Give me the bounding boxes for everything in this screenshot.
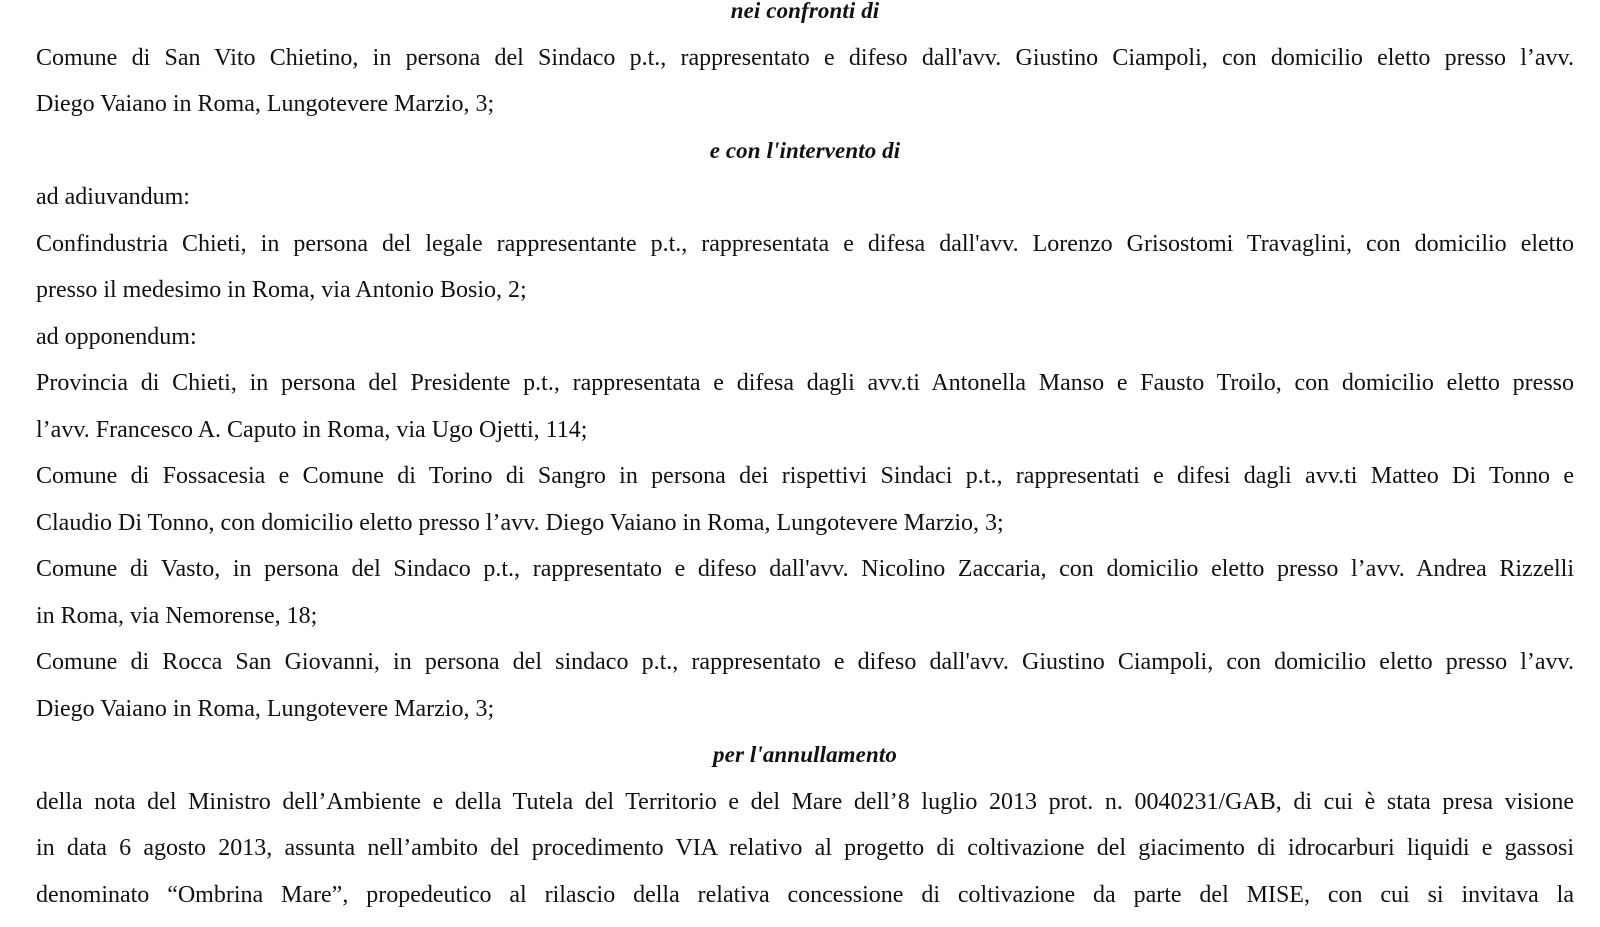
party-comune-fossacesia (36, 453, 1574, 546)
party-comune-vasto (36, 546, 1574, 639)
paragraph-line: Comune di Vasto, in persona del Sindaco p.t., rappresentato e difeso dall'avv. Nicolino Zaccaria, con domicilio eletto presso l’avv. Andrea Rizzelli (36, 556, 1574, 582)
label-ad-opponendum: ad opponendum: (36, 323, 197, 350)
heading-nei-confronti: nei confronti di (730, 0, 880, 23)
paragraph-line: Diego Vaiano in Roma, Lungotevere Marzio, 3; (36, 695, 495, 722)
heading-intervento: e con l'intervento di (709, 137, 901, 163)
party-comune-san-vito (36, 35, 1574, 128)
annullamento-paragraph (36, 779, 1574, 919)
label-ad-adiuvandum: ad adiuvandum: (36, 184, 190, 210)
paragraph-line: Comune di Fossacesia e Comune di Torino di Sangro in persona dei rispettivi Sindaci p.t., rappresentati e difesi dagli avv.ti Matteo Di Tonno e (36, 463, 1574, 489)
paragraph-line: Diego Vaiano in Roma, Lungotevere Marzio, 3; (36, 91, 495, 117)
paragraph-line: Provincia di Chieti, in persona del Presidente p.t., rappresentata e difesa dagli avv.ti Antonella Manso e Fausto Troilo, con domicilio eletto presso (36, 370, 1574, 396)
party-confindustria (36, 221, 1574, 314)
paragraph-line: denominato “Ombrina Mare”, propedeutico al rilascio della relativa concessione di coltivazione da parte del MISE, con cui si invitava la (36, 881, 1574, 908)
paragraph-line: Claudio Di Tonno, con domicilio eletto presso l’avv. Diego Vaiano in Roma, Lungotevere Marzio, 3; (36, 509, 1004, 536)
party-comune-rocca (36, 639, 1574, 732)
paragraph-line: presso il medesimo in Roma, via Antonio Bosio, 2; (36, 277, 527, 303)
paragraph-line: l’avv. Francesco A. Caputo in Roma, via Ugo Ojetti, 114; (36, 416, 588, 443)
party-provincia-chieti (36, 360, 1574, 453)
paragraph-line: Confindustria Chieti, in persona del legale rappresentante p.t., rappresentata e difesa dall'avv. Lorenzo Grisostomi Travaglini, con domicilio eletto (36, 230, 1574, 257)
paragraph-line: in data 6 agosto 2013, assunta nell’ambito del procedimento VIA relativo al progetto di coltivazione del giacimento di idrocarburi liquidi e gassosi (36, 835, 1574, 861)
paragraph-line: Comune di Rocca San Giovanni, in persona del sindaco p.t., rappresentato e difeso dall'avv. Giustino Ciampoli, con domicilio eletto presso l’avv. (36, 649, 1574, 675)
document-body (36, 0, 1574, 918)
heading-annullamento: per l'annullamento (713, 742, 897, 767)
paragraph-line: della nota del Ministro dell’Ambiente e della Tutela del Territorio e del Mare dell’8 luglio 2013 prot. n. 0040231/GAB, di cui è stata presa visione (36, 788, 1574, 815)
paragraph-line: in Roma, via Nemorense, 18; (36, 602, 318, 629)
paragraph-line: Comune di San Vito Chietino, in persona del Sindaco p.t., rappresentato e difeso dall'avv. Giustino Ciampoli, con domicilio eletto presso l’avv. (36, 44, 1574, 71)
